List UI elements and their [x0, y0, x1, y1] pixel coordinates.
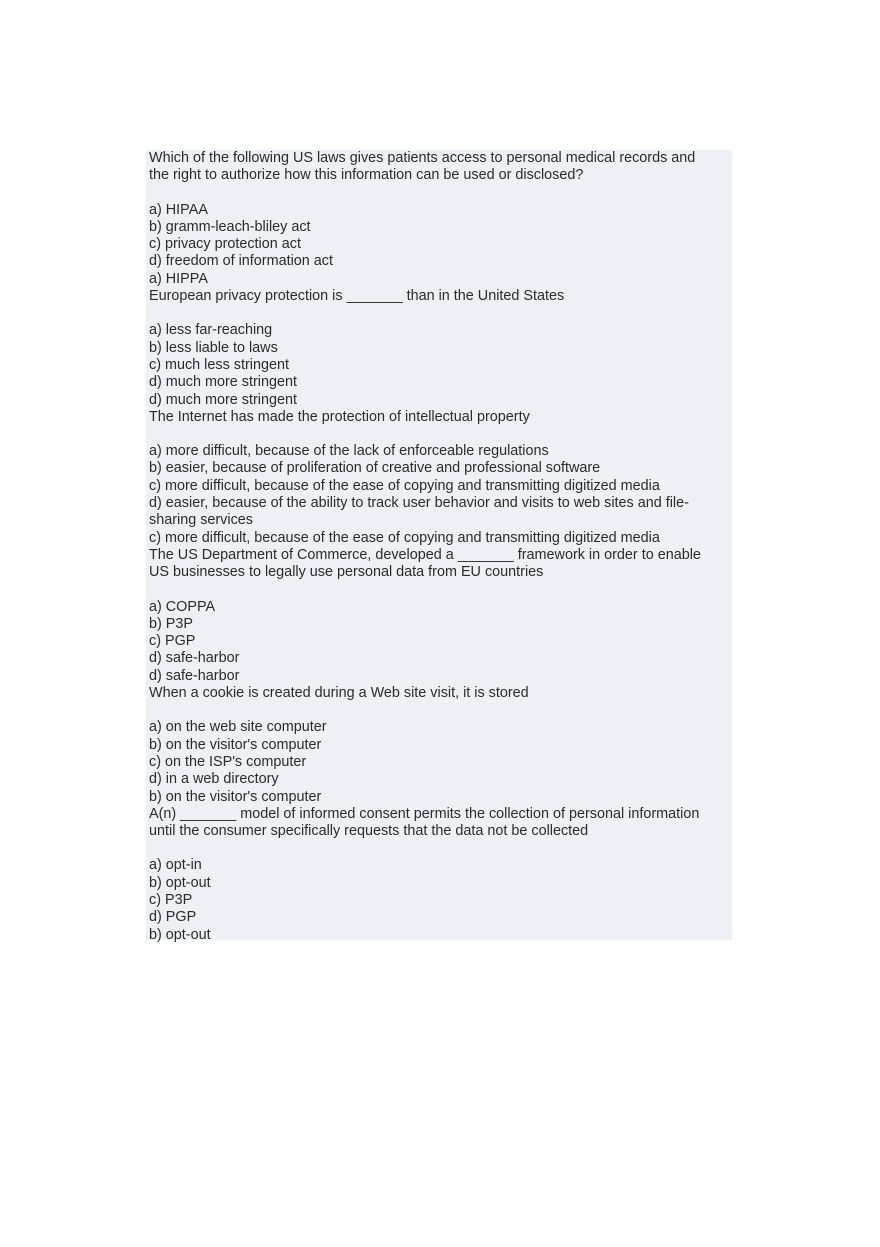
- answer-option: d) freedom of information act: [149, 253, 333, 270]
- question-3: [149, 409, 732, 547]
- answer-option: d) PGP: [149, 909, 197, 926]
- question-prompt-line: European privacy protection is _______ than in the United States: [149, 288, 565, 305]
- answer-option: a) less far-reaching: [149, 322, 273, 339]
- answer-option: b) easier, because of proliferation of creative and professional software: [149, 460, 601, 477]
- answer-option: c) more difficult, because of the ease of copying and transmitting digitized media: [149, 477, 660, 494]
- question-prompt-line: US businesses to legally use personal data from EU countries: [149, 564, 544, 581]
- answer-option: d) much more stringent: [149, 374, 297, 391]
- question-5: [149, 685, 732, 806]
- question-2: [149, 288, 732, 409]
- answer-option: a) on the web site computer: [149, 719, 327, 736]
- answer-option: b) P3P: [149, 615, 193, 632]
- spacer: [149, 702, 732, 719]
- question-prompt-line: the right to authorize how this information can be used or disclosed?: [149, 167, 584, 184]
- answer-option: c) on the ISP's computer: [149, 753, 307, 770]
- question-prompt-line: until the consumer specifically requests that the data not be collected: [149, 823, 589, 840]
- question-6: [149, 806, 732, 944]
- answer-option: c) PGP: [149, 633, 196, 650]
- quiz-content: [146, 150, 732, 943]
- spacer: [149, 840, 732, 857]
- question-1: [149, 150, 732, 288]
- question-prompt-line: When a cookie is created during a Web site visit, it is stored: [149, 685, 529, 702]
- question-4: [149, 547, 732, 685]
- answer-option: b) on the visitor's computer: [149, 736, 322, 753]
- correct-answer: b) on the visitor's computer: [149, 788, 322, 805]
- question-prompt-line: A(n) _______ model of informed consent permits the collection of personal information: [149, 805, 700, 822]
- answer-option: c) privacy protection act: [149, 236, 301, 253]
- answer-option: d) easier, because of the ability to track user behavior and visits to web sites and file-: [149, 495, 689, 512]
- answer-option: b) gramm-leach-bliley act: [149, 218, 311, 235]
- correct-answer: a) HIPPA: [149, 270, 208, 287]
- answer-option: d) in a web directory: [149, 771, 279, 788]
- correct-answer: d) safe-harbor: [149, 667, 240, 684]
- correct-answer: d) much more stringent: [149, 391, 297, 408]
- question-prompt-line: Which of the following US laws gives patients access to personal medical records and: [149, 150, 696, 166]
- answer-option: b) less liable to laws: [149, 339, 278, 356]
- answer-option: b) opt-out: [149, 874, 211, 891]
- spacer: [149, 305, 732, 322]
- answer-option: a) opt-in: [149, 857, 202, 874]
- question-prompt-line: The Internet has made the protection of intellectual property: [149, 408, 530, 425]
- answer-option: c) P3P: [149, 891, 193, 908]
- answer-option-continued: sharing services: [149, 512, 253, 529]
- spacer: [149, 185, 732, 202]
- answer-option: d) safe-harbor: [149, 650, 240, 667]
- question-prompt-line: The US Department of Commerce, developed a _______ framework in order to enable: [149, 546, 701, 563]
- answer-option: a) HIPAA: [149, 201, 208, 218]
- correct-answer: b) opt-out: [149, 926, 211, 943]
- correct-answer: c) more difficult, because of the ease of copying and transmitting digitized media: [149, 529, 660, 546]
- spacer: [149, 582, 732, 599]
- spacer: [149, 426, 732, 443]
- answer-option: a) more difficult, because of the lack of enforceable regulations: [149, 443, 549, 460]
- answer-option: a) COPPA: [149, 598, 216, 615]
- answer-option: c) much less stringent: [149, 356, 289, 373]
